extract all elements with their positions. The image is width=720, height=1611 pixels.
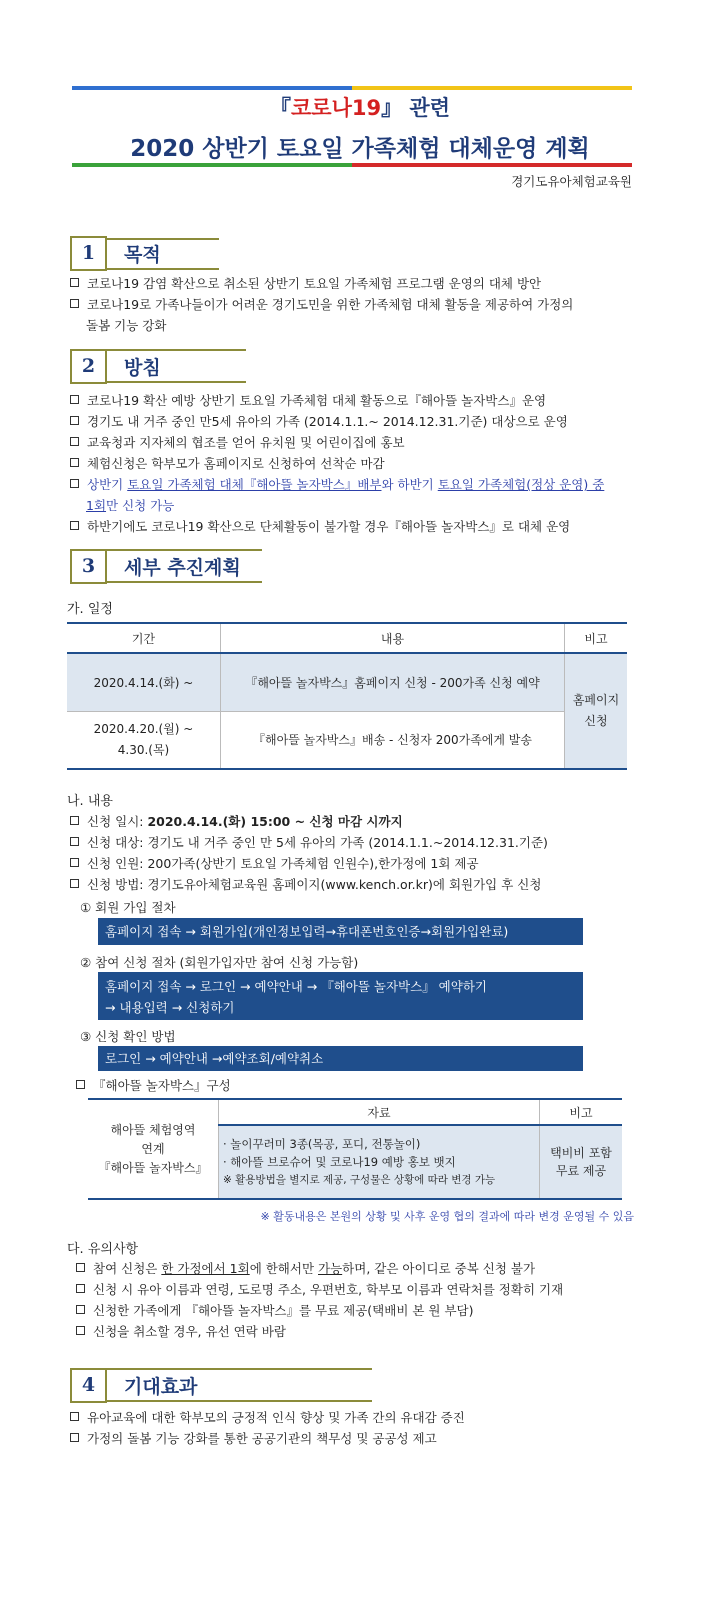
subsection-label: 다. 유의사항 xyxy=(67,1242,139,1257)
list-item: 코로나19 확산 예방 상반기 토요일 가족체험 대체 활동으로『해아뜰 놀자박스』운영 xyxy=(70,391,546,409)
section-title: 세부 추진계획 xyxy=(124,557,241,579)
step-label: ① 회원 가입 절차 xyxy=(80,900,176,915)
table-cell: 해아뜰 체험영역 연계 『해아뜰 놀자박스』 xyxy=(88,1099,219,1199)
document-subtitle: 2020 상반기 토요일 가족체험 대체운영 계획 xyxy=(130,136,590,162)
organization-name: 경기도유아체험교육원 xyxy=(511,174,632,189)
section-rule xyxy=(106,1400,372,1402)
document-title: 『코로나19』 관련 xyxy=(270,96,450,120)
table-cell: 『해아뜰 놀자박스』배송 - 신청자 200가족에게 발송 xyxy=(221,711,565,769)
section-rule xyxy=(106,581,262,583)
section-rule xyxy=(106,238,219,240)
table-header: 비고 xyxy=(540,1099,623,1125)
subsection-label: 가. 일정 xyxy=(67,602,113,617)
list-item: 교육청과 지자체의 협조를 얻어 유치원 및 어린이집에 홍보 xyxy=(70,433,405,451)
section-number: 4 xyxy=(70,1368,107,1403)
table-cell-note: 홈페이지 신청 xyxy=(565,653,628,769)
list-item: 신청 인원: 200가족(상반기 토요일 가족체험 인원수),한가정에 1회 제공 xyxy=(70,854,479,872)
section-number: 1 xyxy=(70,236,107,271)
table-cell: 『해아뜰 놀자박스』홈페이지 신청 - 200가족 신청 예약 xyxy=(221,653,565,711)
table-header: 기간 xyxy=(67,623,221,653)
step-box: 로그인 → 예약안내 →예약조회/예약취소 xyxy=(98,1046,583,1071)
section-rule xyxy=(106,381,246,383)
subsection-label: 나. 내용 xyxy=(67,794,113,809)
list-item: 하반기에도 코로나19 확산으로 단체활동이 불가할 경우『해아뜰 놀자박스』로 대체 운영 xyxy=(70,517,570,535)
section-rule xyxy=(106,349,246,351)
list-item: 코로나19 감염 확산으로 취소된 상반기 토요일 가족체험 프로그램 운영의 대체 방안 xyxy=(70,274,541,292)
table-header: 자료 xyxy=(219,1099,540,1125)
list-item: 체험신청은 학부모가 홈페이지로 신청하여 선착순 마감 xyxy=(70,454,385,472)
table-cell: 2020.4.20.(월) ~ 4.30.(목) xyxy=(67,711,221,769)
section-rule xyxy=(106,549,262,551)
step-label: ② 참여 신청 절차 (회원가입자만 참여 신청 가능함) xyxy=(80,955,359,970)
list-item: 가정의 돌봄 기능 강화를 통한 공공기관의 책무성 및 공공성 제고 xyxy=(70,1429,437,1447)
section-title: 목적 xyxy=(124,244,161,266)
list-item: 신청 일시: 2020.4.14.(화) 15:00 ~ 신청 마감 시까지 xyxy=(70,812,403,830)
header-top-bar xyxy=(72,86,632,90)
list-item: 신청 방법: 경기도유아체험교육원 홈페이지(www.kench.or.kr)에 회원가입 후 신청 xyxy=(70,875,541,893)
section-number: 2 xyxy=(70,349,107,384)
step-box: 홈페이지 접속 → 로그인 → 예약안내 → 『해아뜰 놀자박스』 예약하기 → 내용입력 → 신청하기 xyxy=(98,972,583,1020)
table-header: 내용 xyxy=(221,623,565,653)
section-number: 3 xyxy=(70,549,107,584)
list-item: 신청을 취소할 경우, 유선 연락 바람 xyxy=(76,1322,286,1340)
section-title: 기대효과 xyxy=(124,1376,198,1398)
list-item-continued: 1회만 신청 가능 xyxy=(86,498,175,513)
schedule-table xyxy=(67,622,627,770)
table-cell: 2020.4.14.(화) ~ xyxy=(67,653,221,711)
header-bottom-bar xyxy=(72,163,632,167)
list-item: 참여 신청은 한 가정에서 1회에 한해서만 가능하며, 같은 아이디로 중복 신청 불가 xyxy=(76,1259,535,1277)
list-item: 경기도 내 거주 중인 만5세 유아의 가족 (2014.1.1.~ 2014.12.31.기준) 대상으로 운영 xyxy=(70,412,568,430)
list-item: 신청한 가족에게 『해아뜰 놀자박스』를 무료 제공(택배비 본 원 부담) xyxy=(76,1301,474,1319)
footnote: ※ 활동내용은 본원의 상황 및 사후 운영 협의 결과에 따라 변경 운영될 수 있음 xyxy=(260,1210,634,1223)
step-label: ③ 신청 확인 방법 xyxy=(80,1029,176,1044)
list-item: 신청 대상: 경기도 내 거주 중인 만 5세 유아의 가족 (2014.1.1.~2014.12.31.기준) xyxy=(70,833,548,851)
list-item: 유아교육에 대한 학부모의 긍정적 인식 향상 및 가족 간의 유대감 증진 xyxy=(70,1408,465,1426)
list-item: 신청 시 유아 이름과 연령, 도로명 주소, 우편번호, 학부모 이름과 연락처를 정확히 기재 xyxy=(76,1280,563,1298)
section-rule xyxy=(106,1368,372,1370)
list-item: 코로나19로 가족나들이가 어려운 경기도민을 위한 가족체험 대체 활동을 제공하여 가정의 xyxy=(70,295,573,313)
section-title: 방침 xyxy=(124,357,161,379)
list-item-highlight: 상반기 토요일 가족체험 대체『해아뜰 놀자박스』배부와 하반기 토요일 가족체험(정상 운영) 중 xyxy=(70,475,604,493)
list-item: 『해아뜰 놀자박스』구성 xyxy=(76,1076,231,1094)
table-cell: · 놀이꾸러미 3종(목공, 포디, 전통놀이) · 해아뜰 브로슈어 및 코로나19 예방 홍보 뱃지 ※ 활용방법을 별지로 제공, 구성물은 상황에 따라 변경 가능 xyxy=(219,1125,540,1199)
table-cell-note: 택비비 포함 무료 제공 xyxy=(540,1125,623,1199)
section-rule xyxy=(106,268,219,270)
step-box: 홈페이지 접속 → 회원가입(개인정보입력→휴대폰번호인증→회원가입완료) xyxy=(98,918,583,945)
box-composition-table xyxy=(88,1098,622,1200)
list-item-continued: 돌봄 기능 강화 xyxy=(86,318,167,333)
table-header: 비고 xyxy=(584,631,608,646)
